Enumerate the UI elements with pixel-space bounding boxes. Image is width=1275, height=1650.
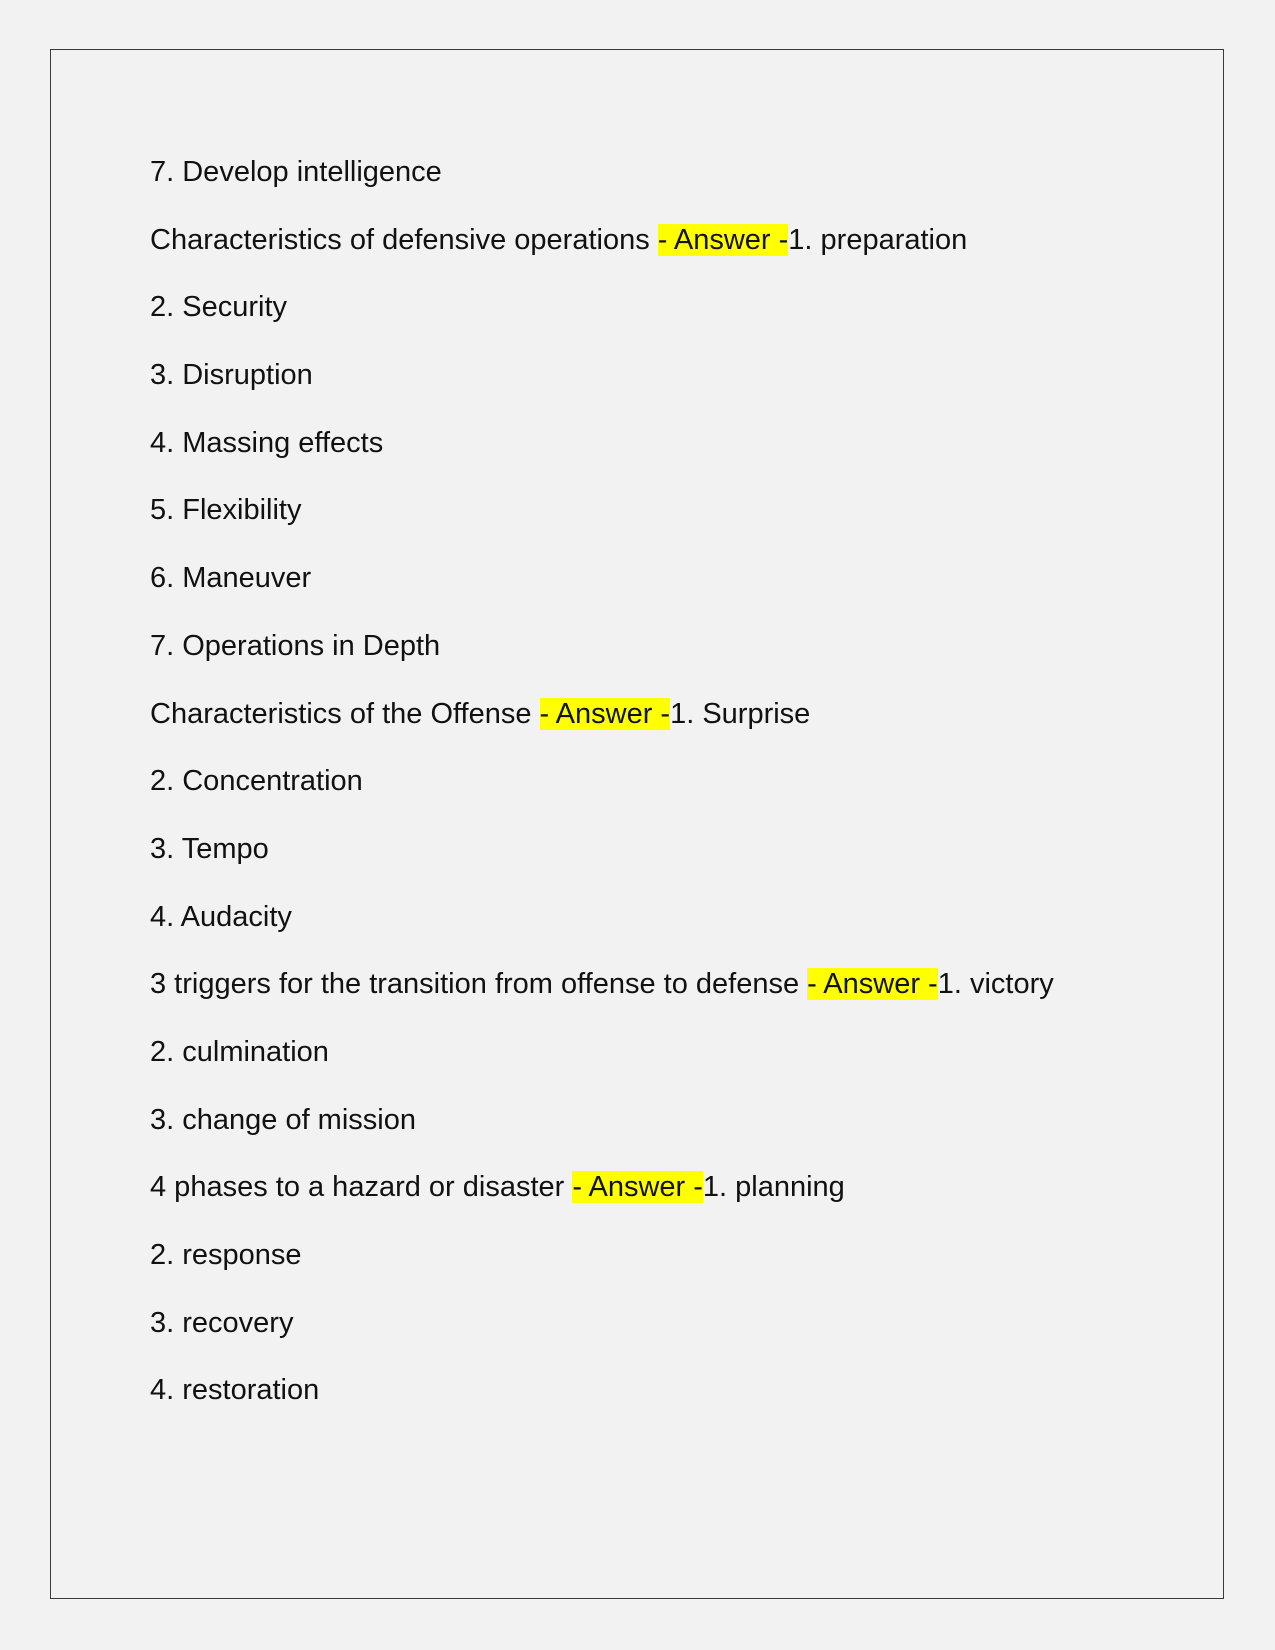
- list-item: [150, 624, 1180, 692]
- line-text: 3. Tempo: [150, 832, 269, 865]
- line-text: 6. Maneuver: [150, 562, 312, 595]
- list-item: [150, 150, 1180, 218]
- answer-highlight: - Answer -: [807, 968, 938, 1001]
- line-text: 4. restoration: [150, 1374, 320, 1407]
- list-item: [150, 895, 1180, 963]
- list-item: [150, 1030, 1180, 1098]
- document-body: [150, 150, 1180, 1436]
- line-text: 4. Audacity: [150, 900, 292, 933]
- answer-highlight: - Answer -: [657, 223, 789, 256]
- line-text: 2. response: [150, 1239, 302, 1271]
- answer-highlight: - Answer -: [539, 697, 671, 730]
- answer-text: 1. planning: [702, 1171, 845, 1204]
- list-item: [150, 827, 1180, 895]
- list-item: [150, 421, 1180, 489]
- answer-text: 1. Surprise: [670, 697, 811, 730]
- line-text: 3. recovery: [150, 1306, 294, 1339]
- question-text: 4 phases to a hazard or disaster: [150, 1171, 573, 1204]
- line-text: 2. Concentration: [150, 765, 363, 798]
- list-item: [150, 488, 1180, 556]
- list-item: [150, 1098, 1180, 1166]
- line-text: 2. culmination: [150, 1035, 329, 1068]
- question-text: 3 triggers for the transition from offense to defense: [150, 968, 808, 1001]
- line-text: 2. Security: [150, 291, 287, 324]
- list-item: [150, 1368, 1180, 1436]
- line-text: 7. Develop intelligence: [150, 156, 442, 188]
- line-text: 5. Flexibility: [150, 494, 302, 527]
- list-item: [150, 556, 1180, 624]
- question-line: [150, 962, 1180, 1030]
- question-line: [150, 692, 1180, 760]
- list-item: [150, 353, 1180, 421]
- line-text: 3. change of mission: [150, 1103, 416, 1136]
- question-line: [150, 218, 1180, 286]
- question-text: Characteristics of defensive operations: [150, 223, 658, 256]
- answer-text: 1. preparation: [788, 223, 968, 256]
- answer-highlight: - Answer -: [572, 1171, 703, 1204]
- list-item: [150, 759, 1180, 827]
- question-line: [150, 1165, 1180, 1233]
- list-item: [150, 1233, 1180, 1301]
- list-item: [150, 285, 1180, 353]
- line-text: 4. Massing effects: [150, 426, 384, 459]
- answer-text: 1. victory: [937, 968, 1054, 1001]
- list-item: [150, 1301, 1180, 1369]
- line-text: 7. Operations in Depth: [150, 629, 441, 662]
- line-text: 3. Disruption: [150, 359, 313, 392]
- question-text: Characteristics of the Offense: [150, 697, 540, 730]
